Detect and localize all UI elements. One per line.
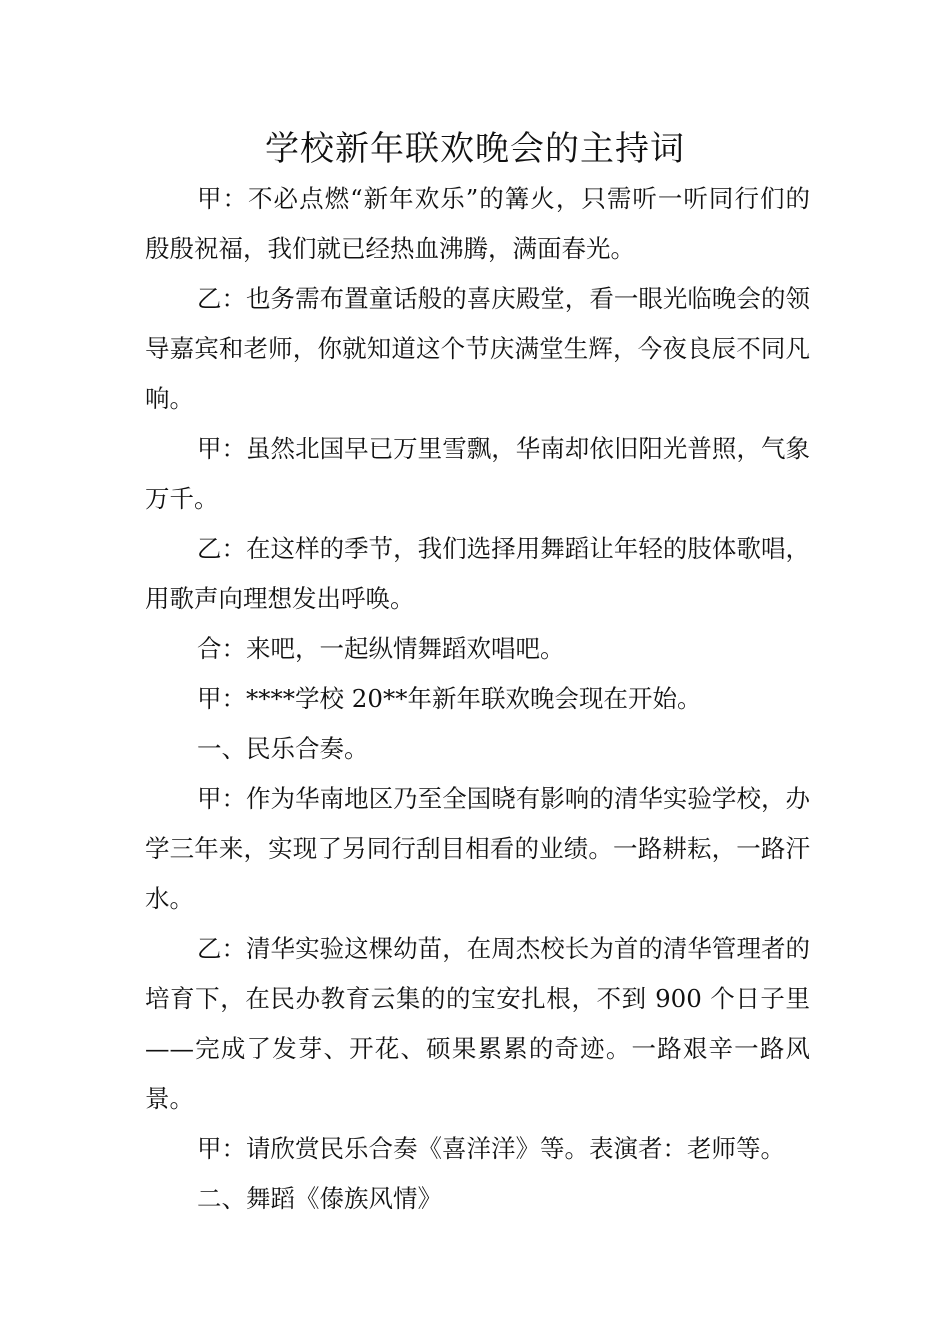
paragraph: 甲：请欣赏民乐合奏《喜洋洋》等。表演者：老师等。 (197, 1134, 785, 1163)
document-body (145, 174, 810, 1224)
paragraph: 合：来吧，一起纵情舞蹈欢唱吧。 (197, 634, 565, 663)
paragraph: 甲：虽然北国早已万里雪飘，华南却依旧阳光普照，气象万千。 (145, 434, 810, 513)
paragraph: 乙：清华实验这棵幼苗，在周杰校长为首的清华管理者的培育下，在民办教育云集的的宝安扎根，不到 900 个日子里——完成了发芽、开花、硕果累累的奇迹。一路艰辛一路风景。 (145, 934, 810, 1113)
document-title: 学校新年联欢晚会的主持词 (265, 129, 685, 169)
paragraph: 甲：作为华南地区乃至全国晓有影响的清华实验学校，办学三年来，实现了另同行刮目相看的业绩。一路耕耘，一路汗水。 (145, 784, 810, 913)
paragraph: 乙：也务需布置童话般的喜庆殿堂，看一眼光临晚会的领导嘉宾和老师，你就知道这个节庆满堂生辉，今夜良辰不同凡响。 (145, 284, 810, 413)
paragraph: 二、舞蹈《傣族风情》 (197, 1184, 442, 1213)
paragraph: 一、民乐合奏。 (197, 734, 369, 763)
paragraph: 甲：不必点燃“新年欢乐”的篝火，只需听一听同行们的殷殷祝福，我们就已经热血沸腾，满面春光。 (145, 184, 810, 263)
paragraph: 乙：在这样的季节，我们选择用舞蹈让年轻的肢体歌唱，用歌声向理想发出呼唤。 (145, 534, 810, 613)
paragraph: 甲：****学校 20**年新年联欢晚会现在开始。 (197, 684, 702, 713)
